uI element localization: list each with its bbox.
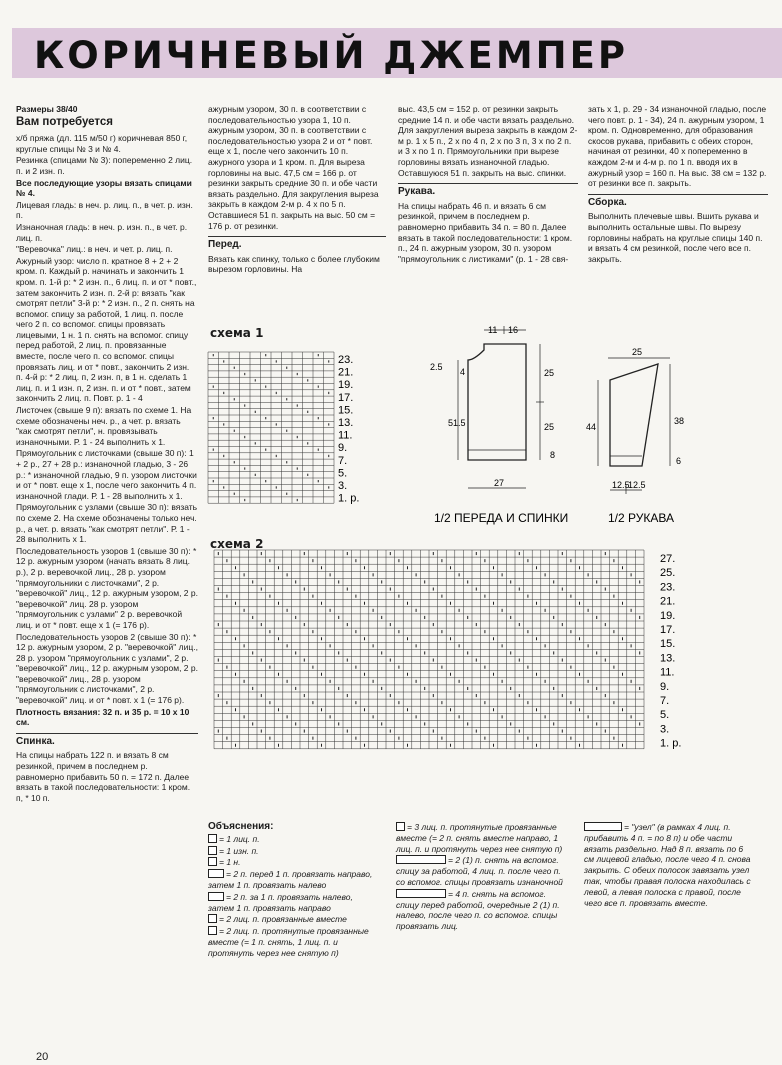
sleeve-continued-text: зать х 1, р. 29 - 34 изнаночной гладью, после чего повт. р. 1 - 34), 24 п. ажурным узором, 1 кром. п. Одновременно, для образования скосов рукава, прибавить с обеих сторон, начиная от резинки, 40 х попеременно в каждом 2-м и 4-м р. по 1 п. вводя их в ажурный узор = 160 п. На выс. 38 см = 132 р. от резинки все п. закрыть.: [588, 104, 767, 189]
row-number: 27.: [660, 553, 676, 565]
rect-knots-text: Прямоугольник с узлами (свыше 30 п): вязать по схеме 2. На схеме обозначены только неч. р., а чет. р. вязать "как смотрят петли". Р. 1 - 28 выполнить х 1.: [16, 502, 198, 545]
column-3: [398, 104, 578, 265]
row-number: 23.: [660, 581, 676, 594]
explanation-item: = 1 н.: [208, 857, 378, 868]
scheme-1-row-numbers: [338, 354, 359, 505]
row-number: 21.: [338, 366, 354, 379]
dim-sleeve-top: 25: [632, 347, 643, 357]
cable-back-symbol-icon: [396, 855, 446, 864]
explanations-column-3: [584, 822, 752, 909]
explanation-item: = 1 лиц. п.: [208, 834, 378, 845]
row-number: 3.: [338, 480, 348, 492]
dim-front-top1: 11: [488, 325, 498, 335]
dim-front-top2: 16: [508, 325, 519, 335]
sleeve-heading: Рукава.: [398, 183, 578, 198]
explanation-item: = 2 (1) п. снять на вспомог. спицу за работой, 4 лиц. п. после чего п. со вспомог. спицы провязать изнаночной: [396, 855, 563, 887]
dim-front-lower-right: 25: [544, 422, 555, 432]
dim-front-neck-small: 4: [460, 367, 466, 377]
column-1: [16, 104, 198, 804]
row-number: 11.: [338, 429, 353, 442]
scheme-2-grid: [214, 550, 644, 749]
row-number: 1. р.: [660, 737, 682, 750]
sequence-1-text: Последовательность узоров 1 (свыше 30 п): * 12 р. ажурным узором (начать вязать 8 лиц. р.), 2 р. веревочкой лиц., 28 р. узором "прямоугольники с листочками", 2 р. "веревочкой" лиц., 12 р. ажурным узором, 2 р. "веревочкой" лиц. 28 р. узором "прямоугольник с узлами" 2 р. веревочкой лиц. и от * повт. еще х 1 (= 176 р).: [16, 545, 198, 630]
dim-sleeve-bottom1: 12.5: [612, 480, 630, 490]
dim-front-height: 51.5: [448, 418, 466, 428]
row-number: 5.: [338, 467, 348, 480]
scheme-2-label: схема 2: [210, 537, 264, 551]
back-text: На спицы набрать 122 п. и вязать 8 см резинкой, причем в последнем р. равномерно прибавить 50 п. = 172 п. Далее вязать в такой последовательности: 1 кром. п, * 10 п.: [16, 750, 191, 803]
sleeve-dimension-lines: [598, 358, 670, 494]
explanations-column-1: [208, 822, 378, 960]
purl-symbol-icon: [208, 846, 217, 855]
stockinette-text: Лицевая гладь: в неч. р. лиц. п., в чет. р. изн. п.: [16, 199, 193, 221]
dim-sleeve-bottom2: 12.5: [628, 480, 646, 490]
column-2: [208, 104, 386, 276]
garment-schematic: [400, 318, 780, 528]
title-banner: [12, 28, 782, 78]
cable-front-symbol-icon: [396, 889, 446, 898]
row-number: 19.: [660, 609, 676, 622]
sk2p-symbol-icon: [396, 822, 405, 831]
explanation-item: = 1 изн. п.: [208, 846, 378, 857]
scheme-1-label: схема 1: [210, 326, 264, 340]
explanation-item: = 2 п. перед 1 п. провязать направо, затем 1 п. провязать налево: [208, 869, 373, 890]
row-number: 13.: [338, 417, 354, 429]
dim-sleeve-height-right: 38: [674, 416, 685, 426]
all-patterns-text: Все последующие узоры вязать спицами № 4.: [16, 177, 192, 199]
page-title: КОРИЧНЕВЫЙ ДЖЕМПЕР: [34, 34, 629, 77]
rib-text: Резинка (спицами № 3): попеременно 2 лиц. п. и 2 изн. п.: [16, 155, 193, 176]
front-dimension-lines: [458, 326, 544, 488]
scheme-1-grid: [208, 352, 334, 503]
scheme-1-chart: [206, 350, 386, 522]
rect-leaves-text: Прямоугольник с листочками (свыше 30 п): 1 + 2 р., 27 + 28 р.: изнаночной гладью, 3 - 26 р.: * изнаночной гладью, 9 п. узором листочки и от * повт. еще х 1, после чего закончить 4 п. изнаночной глади. Р. 1 - 28 выполнить х 1.: [16, 448, 197, 501]
dim-sleeve-height-left: 44: [586, 422, 597, 432]
dim-front-neck-left: 2.5: [430, 362, 443, 372]
dim-front-bottom: 27: [494, 478, 505, 488]
cross-right-symbol-icon: [208, 869, 224, 878]
reverse-text: Изнаночная гладь: в неч. р. изн. п., в чет. р. лиц. п.: [16, 221, 188, 243]
row-number: 15.: [338, 404, 354, 417]
knit-symbol-icon: [208, 834, 217, 843]
row-number: 19.: [338, 379, 354, 392]
scheme-2-chart: [212, 548, 712, 756]
row-number: 3.: [660, 723, 670, 736]
sleeve-text: На спицы набрать 46 п. и вязать 6 см резинкой, причем в последнем р. равномерно прибавить 34 п. = 80 п. Далее вязать в такой последовательности: 1 кром. п., 24 п. ажурным узором, 30 п. узором "прямоугольник с листиками" (р. 1 - 28 свя-: [398, 200, 573, 264]
row-number: 15.: [660, 638, 676, 651]
explanation-item: = 4 п. снять на вспомог. спицу перед работой, очередные 2 (1) п. налево, после чего п. со вспомог. спицы провязать лиц.: [396, 888, 560, 932]
row-number: 23.: [338, 354, 354, 366]
scheme-2-row-numbers: [660, 553, 681, 750]
row-number: 17.: [338, 391, 354, 404]
row-number: 5.: [660, 709, 670, 722]
sleeve-schematic-label: 1/2 РУКАВА: [608, 511, 674, 525]
sleeve-outline: [610, 364, 658, 466]
row-number: 21.: [660, 595, 676, 608]
back-continued-text: ажурным узором, 30 п. в соответствии с последовательностью узора 1, 10 п. ажурным узором, 30 п. в соответствии с последовательностью узора 2 и от * повт. еще х 1, после чего закончить 10 п. ажурного узора и 1 кром. п. Для выреза горловины на выс. 47,5 см = 166 р. от резинки закрыть средние 30 п. и обе части вязать раздельно. Для закругления выреза закрыть в каждом 2-м р. 4 х по 5 п. Оставшиеся 51 п. закрыть на выс. 50 см = 176 р. от резинки.: [208, 104, 379, 231]
row-number: 11.: [660, 666, 675, 679]
explanation-item: = "узел" (в рамках 4 лиц. п. прибавить 4 п. = по 8 п) и обе части вязать раздельно. Над 8 п. вязать по 6 см лицевой гладью, после чего 4 п. снова закрыть. С обеих полосок завязать узел так, чтобы правая полоска находилась с левой, а левая полоска с правой, после чего все п. провязать вместе.: [584, 822, 751, 908]
front-schematic-label: 1/2 ПЕРЕДА И СПИНКИ: [434, 511, 569, 525]
explanation-item: = 2 п. за 1 п. провязать налево, затем 1 п. провязать направо: [208, 891, 353, 913]
leaf-text: Листочек (свыше 9 п): вязать по схеме 1. На схеме обозначены неч. р., а чет. р. вязать "как смотрят петли", н. провязывать изнаночными. Р. 1 - 24 выполнить х 1.: [16, 405, 192, 447]
dim-sleeve-rib: 6: [676, 456, 682, 466]
yarn-over-symbol-icon: [208, 857, 217, 866]
k2tog-symbol-icon: [208, 914, 217, 923]
dim-front-rib: 8: [550, 450, 556, 460]
row-number: 9.: [338, 442, 348, 455]
row-number: 1. р.: [338, 492, 360, 505]
front-outline: [468, 344, 526, 460]
cross-left-symbol-icon: [208, 892, 224, 901]
row-number: 17.: [660, 624, 676, 636]
knot-symbol-icon: [584, 822, 622, 831]
explanation-item: = 2 лиц. п. провязанные вместе: [208, 914, 378, 925]
lace-text: Ажурный узор: число п. кратное 8 + 2 + 2 кром. п. Каждый р. начинать и закончить 1 кром. п. 1-й р: * 2 изн. п., 6 лиц. п. и от * повт., затем закончить 2 изн. п. 2-й р: вязать "как смотрят петли" 3-й р: * 2 изн. п., 2 п. снять на вспомог. спицу за работой, 1 лиц. п. после чего 2 п. со вспомог. спицы провязать лицевыми, 1 н. 1 п. снять на вспомог. спицу перед работой, 2 лиц. п. провязанные вместе, после чего п. со вспомог. спицы провязать лиц. и от * повт., закончить 2 изн. п. 4-й р: * 2 лиц. п, 2 изн. п, в 1 н. сделать 1 лиц. п. и 1 изн. п, 2 изн. п. и от * повт., затем закончить 2 лиц. п. Повт. р. 1 - 4: [16, 255, 197, 404]
row-number: 9.: [660, 680, 670, 693]
assembly-heading: Сборка.: [588, 194, 768, 209]
explanation-item: = 2 лиц. п. протянутые провязанные вместе (= 1 п. снять, 1 лиц. п. и протянуть через нее снятую п): [208, 926, 369, 958]
sizes: Размеры 38/40: [16, 104, 78, 114]
row-number: 7.: [338, 454, 348, 467]
row-number: 7.: [660, 695, 670, 707]
front-heading: Перед.: [208, 236, 386, 251]
explanations-heading: Объяснения:: [208, 821, 274, 832]
ssk-symbol-icon: [208, 926, 217, 935]
row-number: 25.: [660, 567, 676, 580]
column-4: [588, 104, 768, 265]
explanation-item: = 3 лиц. п. протянутые провязанные вместе (= 2 п. снять вместе направо, 1 лиц. п. и протянуть через нее снятую п): [396, 822, 563, 854]
page-number: 20: [36, 1051, 49, 1063]
dim-front-upper-right: 25: [544, 368, 555, 378]
assembly-text: Выполнить плечевые швы. Вшить рукава и выполнить остальные швы. По вырезу горловины набрать на круглые спицы 140 п. и вязать 4 см резинкой, после чего все п. закрыть.: [588, 211, 763, 264]
row-number: 13.: [660, 652, 676, 665]
rope-text: "Веревочка" лиц.: в неч. и чет. р. лиц. п.: [16, 244, 173, 255]
back-heading: Спинка.: [16, 733, 198, 748]
sequence-2-text: Последовательность узоров 2 (свыше 30 п): * 12 р. ажурным узором, 2 р. "веревочкой" лиц., 28 р. узором "прямоугольник с узлами", 2 р. "веревочкой" лиц., 12 р. ажурным узором, 2 р. "веревочкой" лиц., 28 р. узором "прямоугольник с листочками", 2 р. "веревочкой" лиц. и от * повт. х 1 (= 176 р).: [16, 631, 198, 706]
front-continued-text: выс. 43,5 см = 152 р. от резинки закрыть средние 14 п. и обе части вязать раздельно. Для закругления выреза закрыть в каждом 2-м р. 1 х 5 п., 2 х по 4 п, 2 х по 3 п, 3 х по 2 п. и 3 х по 1 п. Прямоугольники при вырезе горловины вязать изнаночной гладью. Оставшуюся 51 п. закрыть на выс. спинки.: [398, 104, 578, 178]
materials-text: х/б пряжа (дл. 115 м/50 г) коричневая 850 г, круглые спицы № 3 и № 4.: [16, 133, 188, 154]
front-text: Вязать как спинку, только с более глубоким вырезом горловины. На: [208, 253, 380, 275]
explanations-column-2: [396, 822, 568, 933]
materials-heading: Вам потребуется: [16, 115, 114, 128]
density-text: Плотность вязания: 32 п. и 35 р. = 10 х 10 см.: [16, 706, 190, 728]
